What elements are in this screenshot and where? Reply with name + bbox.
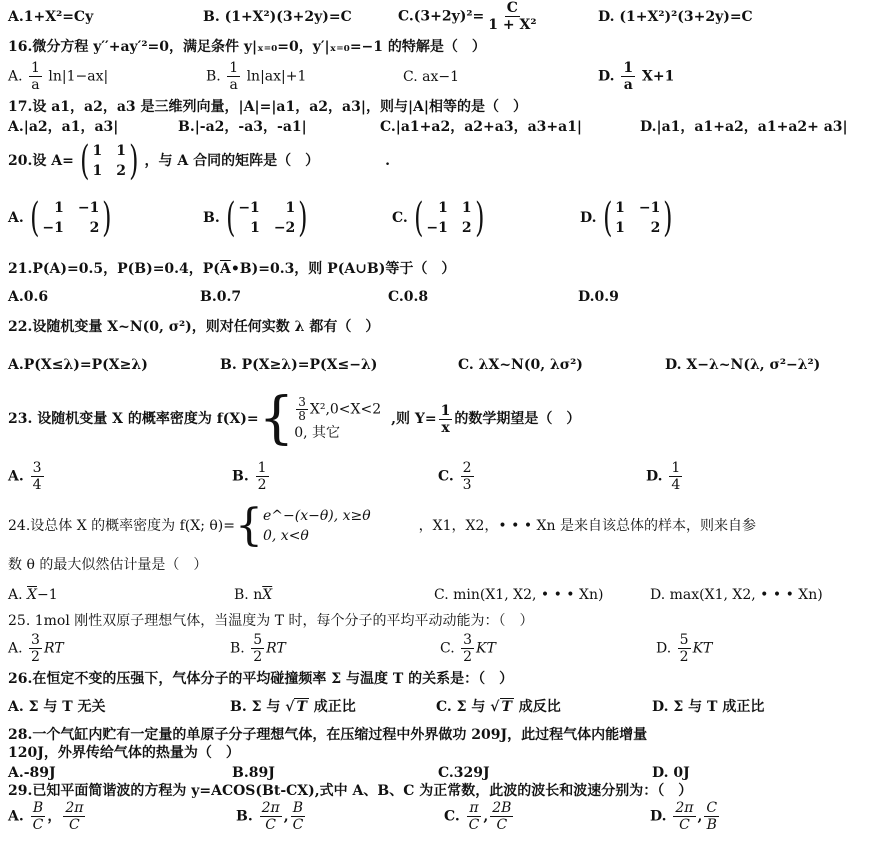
q15-option-d: D. (1+X²)²(3+2y)=C bbox=[598, 9, 753, 25]
q29-option-b: B. $\frac{2\pi}{C}$ , $\frac{B}{C}$ bbox=[236, 800, 304, 833]
q17-option-c: C.|a1+a2，a2+a3，a3+a1| bbox=[380, 119, 583, 135]
q17-option-d: D.|a1，a1+a2，a1+a2+ a3| bbox=[640, 119, 848, 135]
q25-stem: 25. 1mol 刚性双原子理想气体，当温度为 T 时，每个分子的平均平动动能为：（ ） bbox=[8, 613, 534, 629]
q28-option-d: D. 0J bbox=[652, 765, 690, 781]
q22-option-d: D. X−λ~N(λ, σ²−λ²) bbox=[665, 357, 821, 373]
q26-option-c: C. Σ 与 √ T 成反比 bbox=[436, 699, 561, 715]
q21-option-a: A.0.6 bbox=[8, 289, 49, 305]
q16-option-a: A. $\frac{1}{a}$ ln|1−ax| bbox=[8, 60, 109, 93]
q22-option-a: A.P(X≤λ)=P(X≥λ) bbox=[8, 357, 148, 373]
q28-stem-line2: 120J，外界传给气体的热量为（ ） bbox=[8, 745, 240, 761]
q24-option-c: C. min(X1, X2, • • • Xn) bbox=[434, 587, 604, 603]
q28-stem-line1: 28.一个气缸内贮有一定量的单原子分子理想气体，在压缩过程中外界做功 209J，此过程气体内能增量 bbox=[8, 727, 648, 743]
q24-option-a: A. $\overline{X}-1$ bbox=[8, 587, 58, 603]
q20-option-b: B. ( −1 1 1 −2 ) bbox=[203, 195, 308, 241]
q23-brace: { bbox=[258, 386, 295, 451]
q29-stem: 29.已知平面简谐波的方程为 y=ACOS(Bt-CX),式中 A、B、C 为正常数，此波的波长和波速分别为：（ ） bbox=[8, 783, 693, 799]
q24-brace: { bbox=[234, 500, 263, 551]
q15-option-c: C.(3+2y)²= $\frac{C}{\text{1 + X²}}$ bbox=[398, 0, 537, 33]
q21-option-b: B.0.7 bbox=[200, 289, 242, 305]
q17-stem: 17.设 a1，a2，a3 是三维列向量，|A|=|a1，a2，a3|，则与|A|相等的是（ ） bbox=[8, 99, 527, 115]
q24-stem: 24.设总体 X 的概率密度为 f(X; θ)= { e^−(x−θ), x≥θ 0, x<θ ，X1，X2，• • • Xn 是来自该总体的样本，则来自参 bbox=[8, 500, 756, 551]
q16-option-b: B. $\frac{1}{a}$ ln|ax|+1 bbox=[206, 60, 307, 93]
q15-option-a: A.1+X²=Cy bbox=[8, 9, 94, 25]
q23-stem: 23. 设随机变量 X 的概率密度为 f(X)= { $\frac{3}{8}$ X²,0<X<2 0, 其它 ,则 Y= $\frac{1}{x}$ 的数学期望是（ ） bbox=[8, 386, 581, 451]
q22-option-c: C. λX~N(0, λσ²) bbox=[458, 357, 583, 373]
q26-option-a: A. Σ 与 T 无关 bbox=[8, 699, 106, 715]
q22-stem: 22.设随机变量 X~N(0, σ²)，则对任何实数 λ 都有（ ） bbox=[8, 319, 380, 335]
q20-matrix-a: ( 1 1 1 2 ) bbox=[79, 138, 139, 184]
q15-option-b: B. (1+X²)(3+2y)=C bbox=[203, 9, 352, 25]
q24-option-d: D. max(X1, X2, • • • Xn) bbox=[650, 587, 823, 603]
q25-option-c: C. $\frac{3}{2}$ KT bbox=[440, 632, 496, 665]
q20-stem: 20.设 A= ( 1 1 1 2 ) ，与 A 合同的矩阵是（ ） . bbox=[8, 138, 391, 184]
q17-option-b: B.|-a2，-a3，-a1| bbox=[178, 119, 307, 135]
q23-cases: $\frac{3}{8}$ X²,0<X<2 0, 其它 bbox=[294, 394, 382, 441]
q28-option-c: C.329J bbox=[438, 765, 490, 781]
q23-option-d: D. $\frac{1}{4}$ bbox=[646, 460, 681, 493]
q17-option-a: A.|a2，a1，a3| bbox=[8, 119, 119, 135]
q20-option-a: A. ( 1 −1 −1 2 ) bbox=[8, 195, 112, 241]
q29-option-d: D. $\frac{2\pi}{C}$ , $\frac{C}{B}$ bbox=[650, 800, 718, 833]
q23-option-b: B. $\frac{1}{2}$ bbox=[232, 460, 267, 493]
q16-stem: 16.微分方程 y′′+ay′²=0，满足条件 y|ₓ₌₀=0，y′|ₓ₌₀=−1 的特解是（ ） bbox=[8, 39, 486, 55]
q23-option-c: C. $\frac{2}{3}$ bbox=[438, 460, 472, 493]
q29-option-a: A. $\frac{B}{C}$ ， $\frac{2\pi}{C}$ bbox=[8, 800, 84, 833]
q21-option-d: D.0.9 bbox=[578, 289, 619, 305]
q23-option-a: A. $\frac{3}{4}$ bbox=[8, 460, 42, 493]
q29-option-c: C. $\frac{\pi}{C}$ , $\frac{2B}{C}$ bbox=[444, 800, 512, 833]
q25-option-d: D. $\frac{5}{2}$ KT bbox=[656, 632, 713, 665]
q21-stem: 21.P(A)=0.5，P(B)=0.4，$P(\overline{A}•B)=0.3$，则 P(A∪B)等于（ ） bbox=[8, 261, 456, 277]
q24-cases: e^−(x−θ), x≥θ 0, x<θ bbox=[262, 508, 371, 544]
q26-option-d: D. Σ 与 T 成正比 bbox=[652, 699, 765, 715]
q22-option-b: B. P(X≥λ)=P(X≤−λ) bbox=[220, 357, 378, 373]
q20-option-c: C. ( 1 1 −1 2 ) bbox=[392, 195, 485, 241]
q24-stem-line2: 数 θ 的最大似然估计量是（ ） bbox=[8, 557, 208, 573]
q24-option-b: B. $n\overline{X}$ bbox=[234, 587, 273, 603]
q26-option-b: B. Σ 与 √ T 成正比 bbox=[230, 699, 356, 715]
q21-option-c: C.0.8 bbox=[388, 289, 429, 305]
q28-option-a: A.-89J bbox=[8, 765, 56, 781]
q16-option-d: D. $\frac{1}{a}$ X+1 bbox=[598, 60, 675, 93]
q26-stem: 26.在恒定不变的压强下，气体分子的平均碰撞频率 Σ 与温度 T 的关系是：（ ） bbox=[8, 671, 514, 687]
q15-c-fraction: $\frac{C}{\text{1 + X²}}$ bbox=[488, 0, 537, 33]
q16-option-c: C. ax−1 bbox=[403, 69, 459, 85]
q20-option-d: D. ( 1 −1 1 2 ) bbox=[580, 195, 673, 241]
q28-option-b: B.89J bbox=[232, 765, 275, 781]
q25-option-b: B. $\frac{5}{2}$ RT bbox=[230, 632, 286, 665]
q25-option-a: A. $\frac{3}{2}$ RT bbox=[8, 632, 64, 665]
